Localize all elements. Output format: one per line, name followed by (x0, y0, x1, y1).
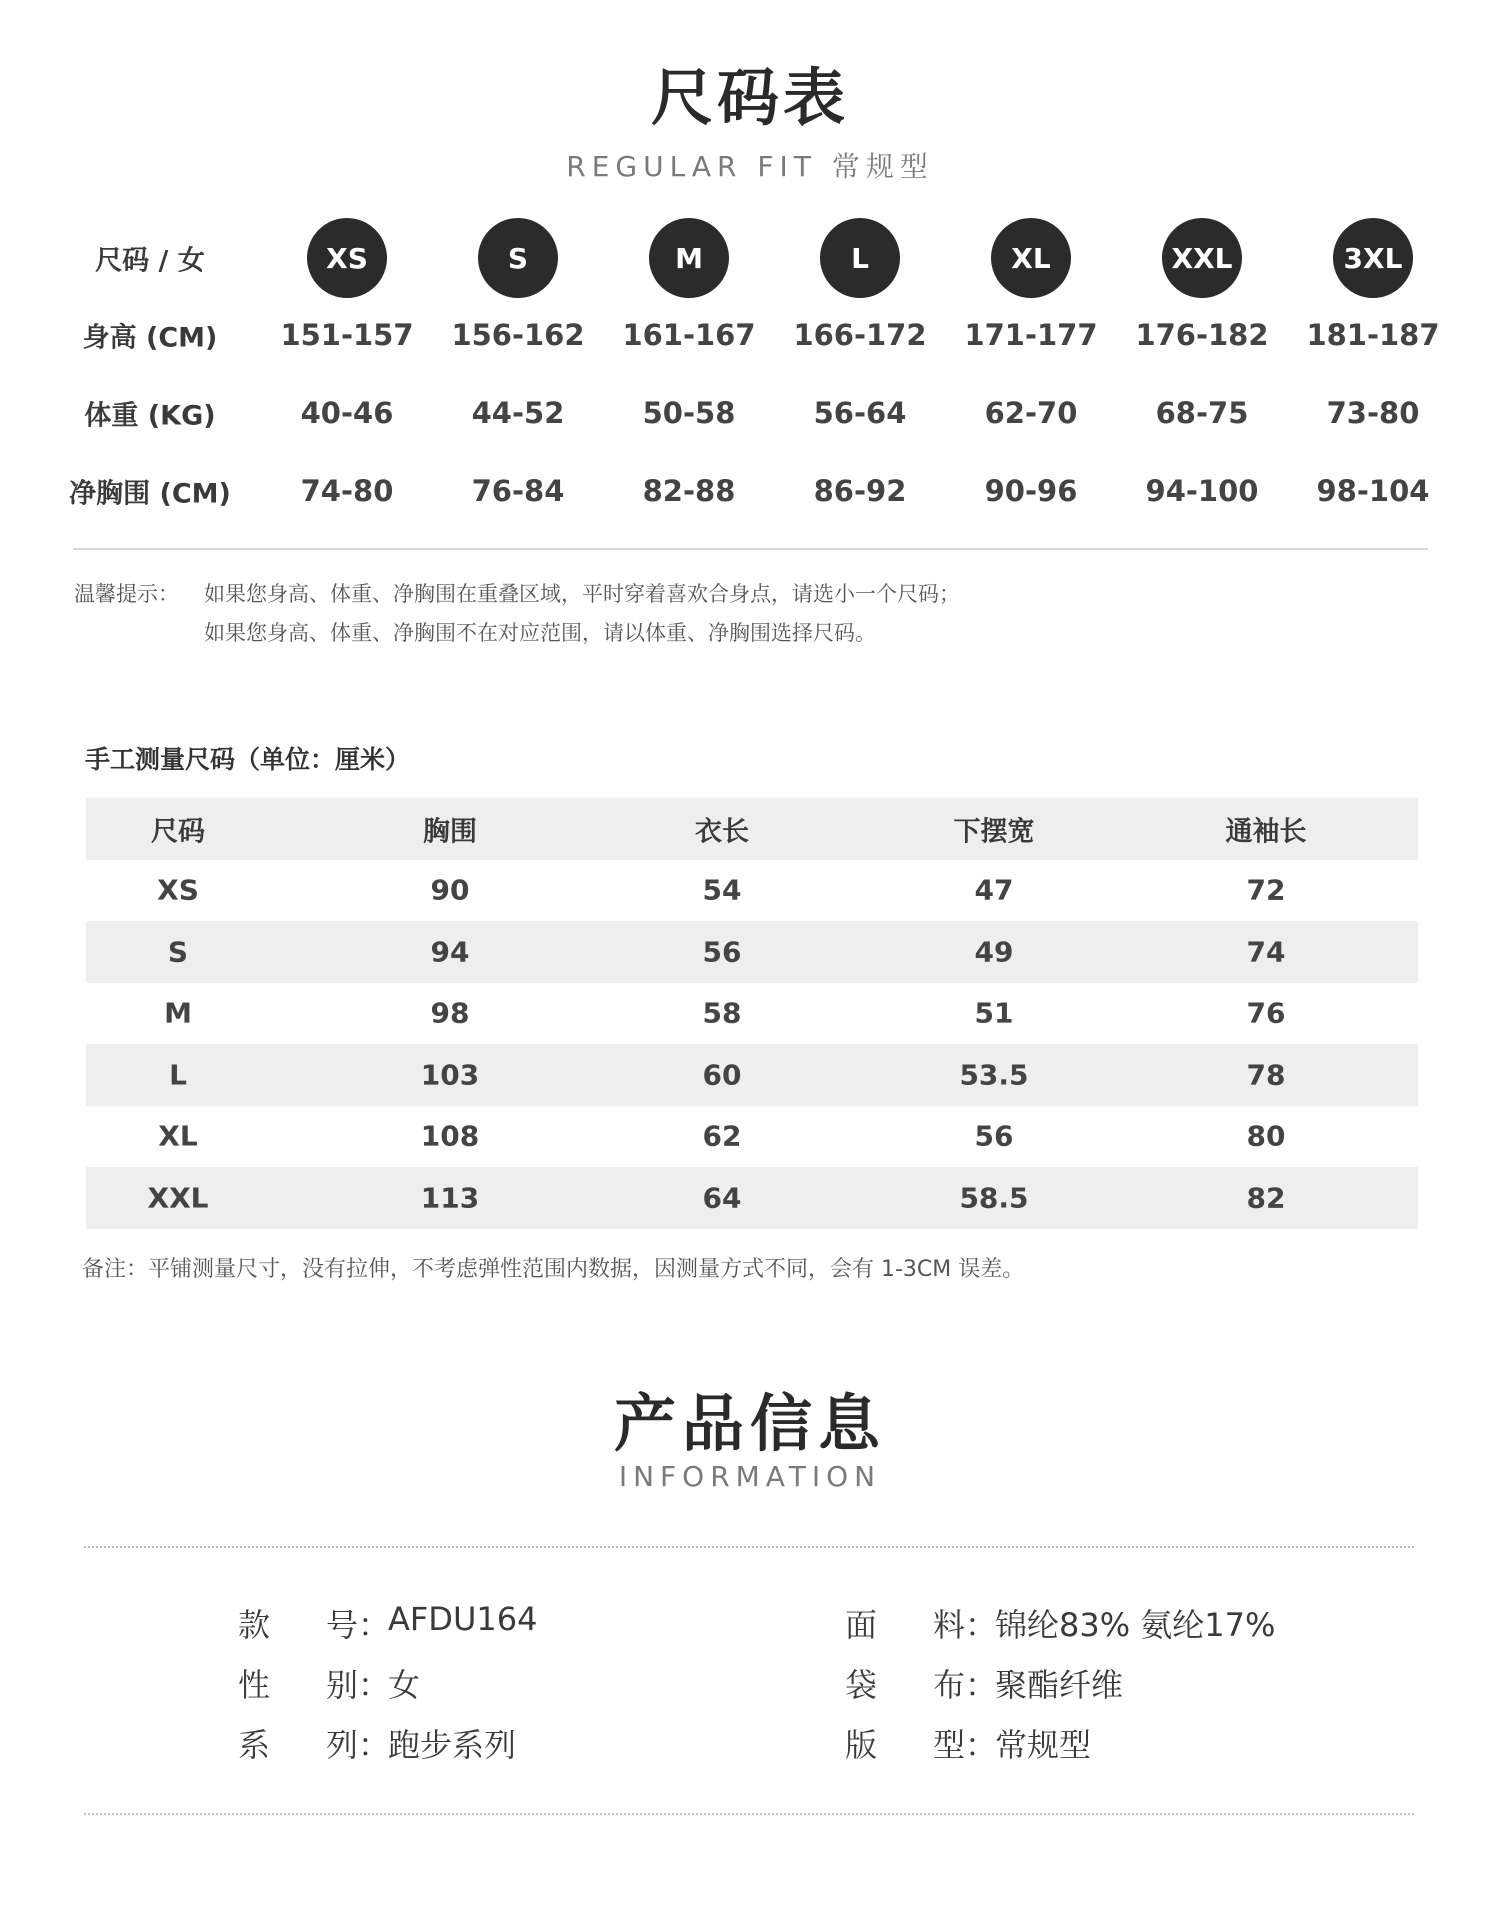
size-badge-xs: XS (307, 218, 387, 298)
chest-value: 94-100 (1145, 474, 1259, 508)
tip-line-1: 如果您身高、体重、净胸围在重叠区域，平时穿着喜欢合身点，请选小一个尺码； (204, 582, 960, 606)
table-cell: 74 (1246, 935, 1286, 969)
info-key: 系 (238, 1726, 271, 1764)
table-cell: 113 (420, 1181, 480, 1215)
size-badge-3xl: 3XL (1333, 218, 1413, 298)
weight-value: 73-80 (1326, 396, 1420, 430)
chest-value: 98-104 (1316, 474, 1430, 508)
table-cell: 108 (420, 1119, 480, 1153)
page-title: 尺码表 (650, 61, 849, 134)
measure-table (86, 798, 1418, 1229)
table-cell: 60 (702, 1058, 742, 1092)
table-cell: 53.5 (959, 1058, 1029, 1092)
info-key: 别： (326, 1666, 391, 1704)
table-cell: 47 (974, 873, 1014, 907)
table-cell: 72 (1246, 873, 1286, 907)
weight-value: 50-58 (642, 396, 736, 430)
table-cell: M (164, 996, 192, 1030)
info-key: 款 (238, 1606, 271, 1644)
info-value: 聚酯纤维 (995, 1666, 1124, 1704)
chest-value: 76-84 (471, 474, 565, 508)
column-header: 通袖长 (1225, 816, 1307, 848)
table-cell: 56 (702, 935, 742, 969)
tip-label: 温馨提示： (74, 582, 179, 606)
info-value: 常规型 (995, 1726, 1092, 1764)
size-badge-xl: XL (991, 218, 1071, 298)
info-key: 布： (933, 1666, 998, 1704)
height-row (60, 300, 1460, 370)
size-badge-l: L (820, 218, 900, 298)
height-value: 176-182 (1135, 318, 1269, 352)
column-header: 尺码 (151, 816, 205, 848)
column-header: 衣长 (695, 816, 749, 848)
table-cell: XL (158, 1119, 198, 1153)
table-row (86, 921, 1418, 983)
table-cell: 90 (430, 873, 470, 907)
info-key: 性 (238, 1666, 271, 1704)
product-info-title: 产品信息 (613, 1387, 886, 1460)
chest-row-label: 净胸围 (CM) (69, 478, 231, 510)
height-value: 151-157 (280, 318, 414, 352)
page-subtitle: REGULAR FIT 常规型 (566, 150, 934, 183)
table-row (86, 1044, 1418, 1106)
weight-value: 62-70 (984, 396, 1078, 430)
table-cell: 76 (1246, 996, 1286, 1030)
size-badge-s: S (478, 218, 558, 298)
table-cell: 58 (702, 996, 742, 1030)
table-cell: 54 (702, 873, 742, 907)
table-row (86, 983, 1418, 1045)
table-cell: 49 (974, 935, 1014, 969)
size-badge-m: M (649, 218, 729, 298)
height-value: 181-187 (1306, 318, 1440, 352)
table-cell: 64 (702, 1181, 742, 1215)
table-cell: 62 (702, 1119, 742, 1153)
info-value: 跑步系列 (388, 1726, 517, 1764)
info-divider-top (84, 1546, 1414, 1548)
table-cell: 56 (974, 1119, 1014, 1153)
measure-table-title: 手工测量尺码（单位：厘米） (85, 745, 411, 774)
table-row (86, 1167, 1418, 1229)
table-cell: 98 (430, 996, 470, 1030)
table-cell: S (167, 935, 189, 969)
tip-line-2: 如果您身高、体重、净胸围不在对应范围，请以体重、净胸围选择尺码。 (204, 621, 876, 645)
info-value: AFDU164 (388, 1600, 538, 1638)
column-header: 下摆宽 (953, 816, 1035, 848)
info-key: 料： (933, 1606, 998, 1644)
height-value: 161-167 (622, 318, 756, 352)
table-cell: XXL (147, 1181, 209, 1215)
size-badge-xxl: XXL (1162, 218, 1242, 298)
height-row-label: 身高 (CM) (82, 322, 218, 354)
measure-note: 备注：平铺测量尺寸，没有拉伸，不考虑弹性范围内数据，因测量方式不同，会有 1-3CM 误差。 (82, 1257, 1025, 1282)
info-value: 锦纶83% 氨纶17% (995, 1606, 1276, 1644)
chest-value: 82-88 (642, 474, 736, 508)
product-info-subtitle: INFORMATION (618, 1460, 882, 1493)
info-key: 袋 (845, 1666, 878, 1704)
weight-row-label: 体重 (KG) (84, 400, 216, 432)
table-cell: 58.5 (959, 1181, 1029, 1215)
table-cell: 78 (1246, 1058, 1286, 1092)
chest-value: 86-92 (813, 474, 907, 508)
table-header-row (86, 798, 1418, 860)
info-key: 版 (845, 1726, 878, 1764)
weight-value: 56-64 (813, 396, 907, 430)
height-value: 166-172 (793, 318, 927, 352)
table-cell: XS (157, 873, 199, 907)
table-cell: 94 (430, 935, 470, 969)
weight-value: 68-75 (1155, 396, 1249, 430)
size-row-label: 尺码 / 女 (95, 245, 205, 277)
table-cell: 103 (420, 1058, 480, 1092)
info-divider-bottom (84, 1813, 1414, 1815)
table-row (86, 860, 1418, 922)
weight-value: 44-52 (471, 396, 565, 430)
table-cell: 80 (1246, 1119, 1286, 1153)
column-header: 胸围 (423, 816, 477, 848)
height-value: 156-162 (451, 318, 585, 352)
height-value: 171-177 (964, 318, 1098, 352)
chest-value: 74-80 (300, 474, 394, 508)
weight-row (60, 378, 1460, 448)
section-divider (73, 548, 1428, 550)
info-value: 女 (388, 1666, 421, 1704)
table-cell: L (169, 1058, 187, 1092)
info-key: 号： (326, 1606, 391, 1644)
weight-value: 40-46 (300, 396, 394, 430)
table-cell: 51 (974, 996, 1014, 1030)
info-key: 列： (326, 1726, 391, 1764)
table-row (86, 1106, 1418, 1168)
size-row (60, 223, 1460, 293)
table-cell: 82 (1246, 1181, 1286, 1215)
info-key: 型： (933, 1726, 998, 1764)
chest-row (60, 456, 1460, 526)
info-key: 面 (845, 1606, 878, 1644)
chest-value: 90-96 (984, 474, 1078, 508)
